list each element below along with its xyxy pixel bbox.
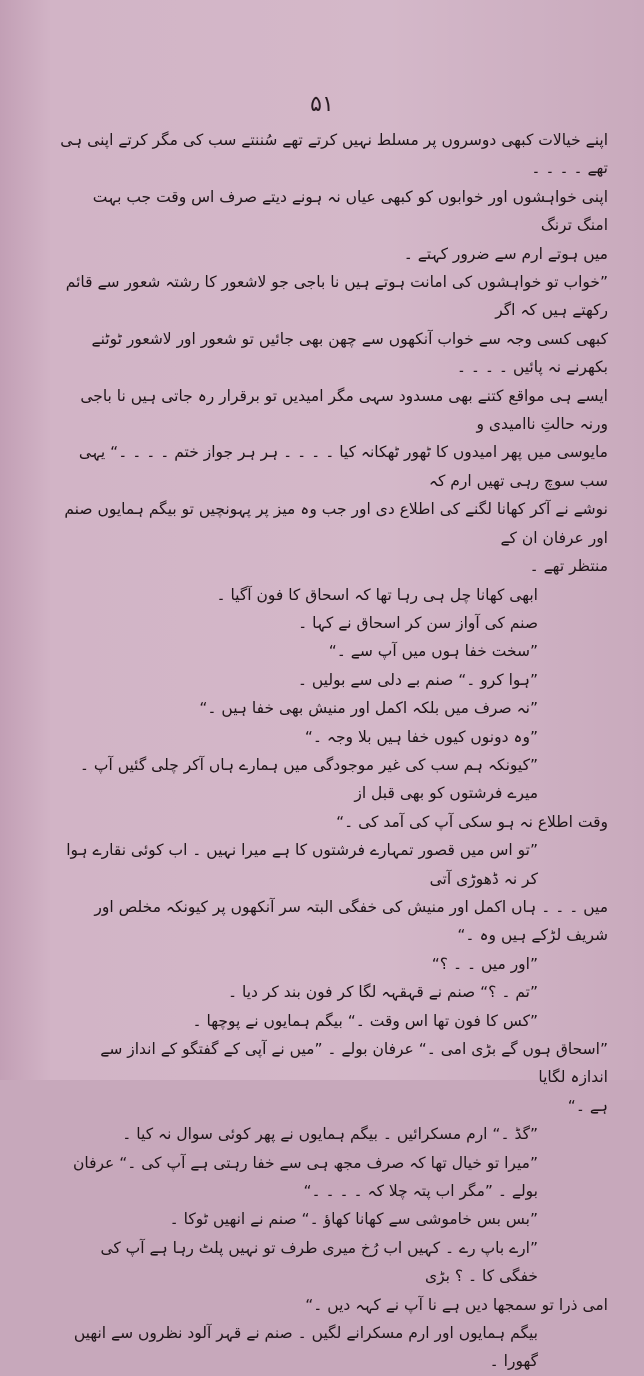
text-line: نوشے نے آکر کھانا لگنے کی اطلاع دی اور جب وہ میز پر پہونچیں تو بیگم ہمایوں صنم اور عرفان ان کے bbox=[64, 500, 608, 547]
text-line: ”اور میں ۔ ۔ ؟“ bbox=[431, 954, 538, 973]
text-line: ”ہوا کرو ۔“ صنم بے دلی سے بولیں ۔ bbox=[297, 670, 538, 689]
text-line: اپنے خیالات کبھی دوسروں پر مسلط نہیں کرتے تھے سُننتے سب کی مگر کرتے اپنی ہی تھے ۔ ۔ ۔ ۔ bbox=[60, 131, 608, 178]
text-line: میں ہوتے ارم سے ضرور کہتے ۔ bbox=[403, 244, 608, 263]
text-line: ”اسحاق ہوں گے بڑی امی ۔“ عرفان بولے ۔ ”میں نے آپی کے گفتگو کے انداز سے اندازہ لگایا bbox=[100, 1040, 608, 1087]
text-line: ”نہ صرف میں بلکہ اکمل اور منیش بھی خفا ہیں ۔“ bbox=[199, 699, 538, 718]
text-line: ”کس کا فون تھا اس وقت ۔“ بیگم ہمایوں نے پوچھا ۔ bbox=[192, 1011, 538, 1030]
text-line: مایوسی میں پھر امیدوں کا ٹھور ٹھکانہ کیا ۔ ۔ ۔ ۔ ہر ہر جواز ختم ۔ ۔ ۔ ۔“ یہی سب سوچ رہی تھیں ارم کہ bbox=[78, 443, 608, 490]
text-line: ”بس بس خاموشی سے کھانا کھاؤ ۔“ صنم نے انھیں ٹوکا ۔ bbox=[169, 1210, 538, 1229]
text-line: ”خواب تو خواہشوں کی امانت ہوتے ہیں نا باجی جو لاشعور کا رشتہ شعور سے قائم رکھتے ہیں کہ اگر bbox=[65, 273, 608, 320]
text-line: ”تم ۔ ؟“ صنم نے قہقہہ لگا کر فون بند کر دیا ۔ bbox=[228, 983, 538, 1002]
text-line: میں ۔ ۔ ۔ ہاں اکمل اور منیش کی خفگی البتہ سر آنکھوں پر کیونکہ مخلص اور شریف لڑکے ہیں وہ ۔“ bbox=[94, 897, 608, 945]
text-line: ابھی کھانا چل ہی رہا تھا کہ اسحاق کا فون آگیا ۔ bbox=[216, 585, 538, 604]
text-line: بیگم ہمایوں اور ارم مسکرانے لگیں ۔ صنم نے قہر آلود نظروں سے انھیں گھورا ۔ bbox=[73, 1324, 538, 1371]
text-line: ہے ۔“ bbox=[567, 1096, 608, 1115]
text-line: ”سخت خفا ہوں میں آپ سے ۔“ bbox=[328, 642, 538, 661]
text-line: ”میرا تو خیال تھا کہ صرف مجھ ہی سے خفا رہتی ہے آپ کی ۔“ عرفان بولے ۔ ”مگر اب پتہ چلا کہ ۔ ۔ ۔ ۔“ bbox=[72, 1153, 538, 1201]
page-number: ۵۱ bbox=[310, 92, 334, 117]
text-line: کبھی کسی وجہ سے خواب آنکھوں سے چھن بھی جائیں تو شعور اور لاشعور ٹوٹنے بکھرنے نہ پائیں ۔ ۔ ۔ ۔ bbox=[91, 329, 608, 377]
text-line: ”تو اس میں قصور تمہارے فرشتوں کا ہے میرا نہیں ۔ اب کوئی نقارے ہوا کر نہ ڈھوڑی آتی bbox=[66, 841, 538, 888]
page-text bbox=[60, 126, 608, 1376]
text-line: ”وہ دونوں کیوں خفا ہیں بلا وجہ ۔“ bbox=[304, 727, 538, 746]
text-line: وقت اطلاع نہ ہو سکی آپ کی آمد کی ۔“ bbox=[336, 812, 608, 831]
text-line: امی ذرا تو سمجھا دیں ہے نا آپ نے کہہ دیں ۔“ bbox=[305, 1295, 608, 1314]
text-line: صنم کی آواز سن کر اسحاق نے کہا ۔ bbox=[298, 613, 538, 632]
text-line: منتظر تھے ۔ bbox=[529, 557, 608, 576]
text-line: ”گڈ ۔“ ارم مسکرائیں ۔ بیگم ہمایوں نے پھر کوئی سوال نہ کیا ۔ bbox=[122, 1125, 538, 1144]
text-line: ”ارے باپ رے ۔ کہیں اب رُخ میری طرف تو نہیں پلٹ رہا ہے آپ کی خفگی کا ۔ ؟ بڑی bbox=[100, 1238, 538, 1286]
text-line: ایسے ہی مواقع کتنے بھی مسدود سہی مگر امیدیں تو برقرار رہ جاتی ہیں نا باجی ورنہ حالتِ ناامیدی و bbox=[80, 386, 608, 434]
text-line: اپنی خواہشوں اور خوابوں کو کبھی عیاں نہ ہونے دیتے صرف اس وقت جب بہت امنگ ترنگ bbox=[92, 187, 608, 235]
text-line: ”کیونکہ ہم سب کی غیر موجودگی میں ہمارے ہاں آکر چلی گئیں آپ ۔ میرے فرشتوں کو بھی قبل از bbox=[79, 755, 538, 803]
